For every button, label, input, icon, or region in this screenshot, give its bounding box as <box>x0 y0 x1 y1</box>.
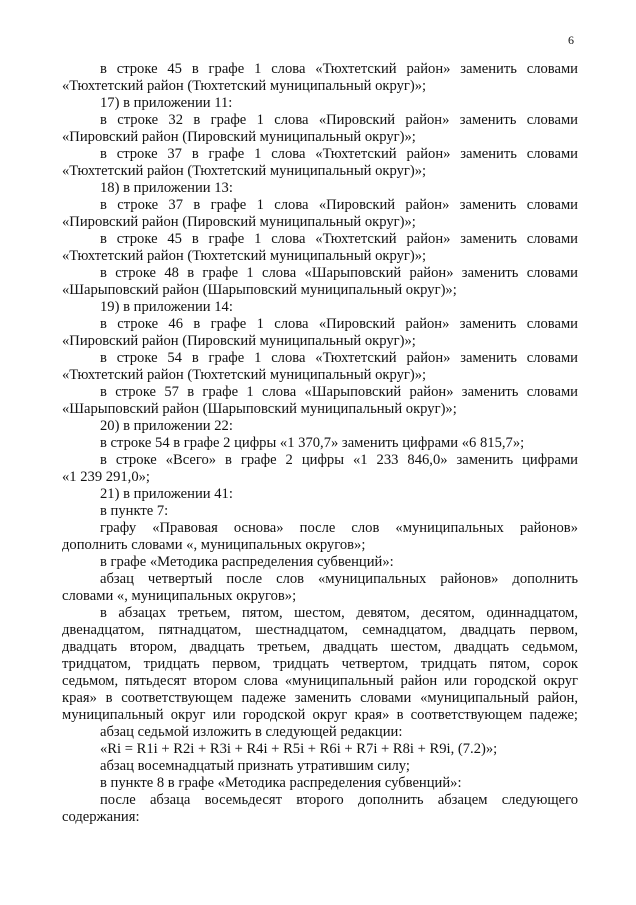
text-line: после абзаца восемьдесят второго дополнить абзацем следующего <box>100 792 578 808</box>
text-line: в строке 48 в графе 1 слова «Шарыповский район» заменить словами <box>100 265 578 281</box>
text-line: 21) в приложении 41: <box>100 486 233 502</box>
text-line: муниципальный округ или городской округ края» в соответствующем падеже; <box>62 707 578 723</box>
text-line: в строке 54 в графе 2 цифры «1 370,7» заменить цифрами «6 815,7»; <box>100 435 525 451</box>
text-line: графу «Правовая основа» после слов «муниципальных районов» <box>100 520 578 536</box>
text-line: в строке «Всего» в графе 2 цифры «1 233 846,0» заменить цифрами <box>100 452 578 468</box>
text-line: в строке 32 в графе 1 слова «Пировский район» заменить словами <box>100 112 578 128</box>
text-line: 18) в приложении 13: <box>100 180 233 196</box>
text-line: в строке 37 в графе 1 слова «Пировский район» заменить словами <box>100 197 578 213</box>
text-line: «Пировский район (Пировский муниципальный округ)»; <box>62 333 416 349</box>
text-line: края» в соответствующем падеже заменить словами «муниципальный район, <box>62 690 578 706</box>
text-line: абзац седьмой изложить в следующей редакции: <box>100 724 403 740</box>
text-line: в строке 46 в графе 1 слова «Пировский район» заменить словами <box>100 316 578 332</box>
text-line: «Ri = R1i + R2i + R3i + R4i + R5i + R6i + R7i + R8i + R9i, (7.2)»; <box>100 741 498 757</box>
text-line: «Тюхтетский район (Тюхтетский муниципальный округ)»; <box>62 248 427 264</box>
text-line: в строке 54 в графе 1 слова «Тюхтетский район» заменить словами <box>100 350 578 366</box>
text-line: двадцать втором, двадцать третьем, двадцать шестом, двадцать седьмом, <box>62 639 578 655</box>
text-line: в строке 45 в графе 1 слова «Тюхтетский район» заменить словами <box>100 231 578 247</box>
text-line: «Тюхтетский район (Тюхтетский муниципальный округ)»; <box>62 367 427 383</box>
text-line: тридцатом, тридцать первом, тридцать четвертом, тридцать пятом, сорок <box>62 656 578 672</box>
text-line: «Пировский район (Пировский муниципальный округ)»; <box>62 129 416 145</box>
text-line: 17) в приложении 11: <box>100 95 233 111</box>
text-line: словами «, муниципальных округов»; <box>62 588 297 604</box>
text-line: «Тюхтетский район (Тюхтетский муниципальный округ)»; <box>62 163 427 179</box>
text-line: в строке 45 в графе 1 слова «Тюхтетский район» заменить словами <box>100 61 578 77</box>
text-line: «Тюхтетский район (Тюхтетский муниципальный округ)»; <box>62 78 427 94</box>
text-line: содержания: <box>62 809 140 825</box>
text-line: в пункте 8 в графе «Методика распределения субвенций»: <box>100 775 462 791</box>
text-line: дополнить словами «, муниципальных округов»; <box>62 537 366 553</box>
text-line: абзац восемнадцатый признать утратившим силу; <box>100 758 410 774</box>
text-line: в строке 37 в графе 1 слова «Тюхтетский район» заменить словами <box>100 146 578 162</box>
text-line: в пункте 7: <box>100 503 169 519</box>
text-line: в графе «Методика распределения субвенций»: <box>100 554 394 570</box>
text-line: «Шарыповский район (Шарыповский муниципальный округ)»; <box>62 282 457 298</box>
document-body <box>62 61 578 826</box>
text-line: двенадцатом, пятнадцатом, шестнадцатом, семнадцатом, двадцать первом, <box>62 622 578 638</box>
page-number: 6 <box>568 33 574 47</box>
text-line: 20) в приложении 22: <box>100 418 233 434</box>
text-line: «Шарыповский район (Шарыповский муниципальный округ)»; <box>62 401 457 417</box>
text-line: седьмом, пятьдесят втором слова «муниципальный район или городской округ <box>62 673 578 689</box>
text-line: 19) в приложении 14: <box>100 299 233 315</box>
text-line: абзац четвертый после слов «муниципальных районов» дополнить <box>100 571 578 587</box>
text-line: «Пировский район (Пировский муниципальный округ)»; <box>62 214 416 230</box>
text-line: в строке 57 в графе 1 слова «Шарыповский район» заменить словами <box>100 384 578 400</box>
text-line: «1 239 291,0»; <box>62 469 150 485</box>
text-line: в абзацах третьем, пятом, шестом, девятом, десятом, одиннадцатом, <box>100 605 578 621</box>
